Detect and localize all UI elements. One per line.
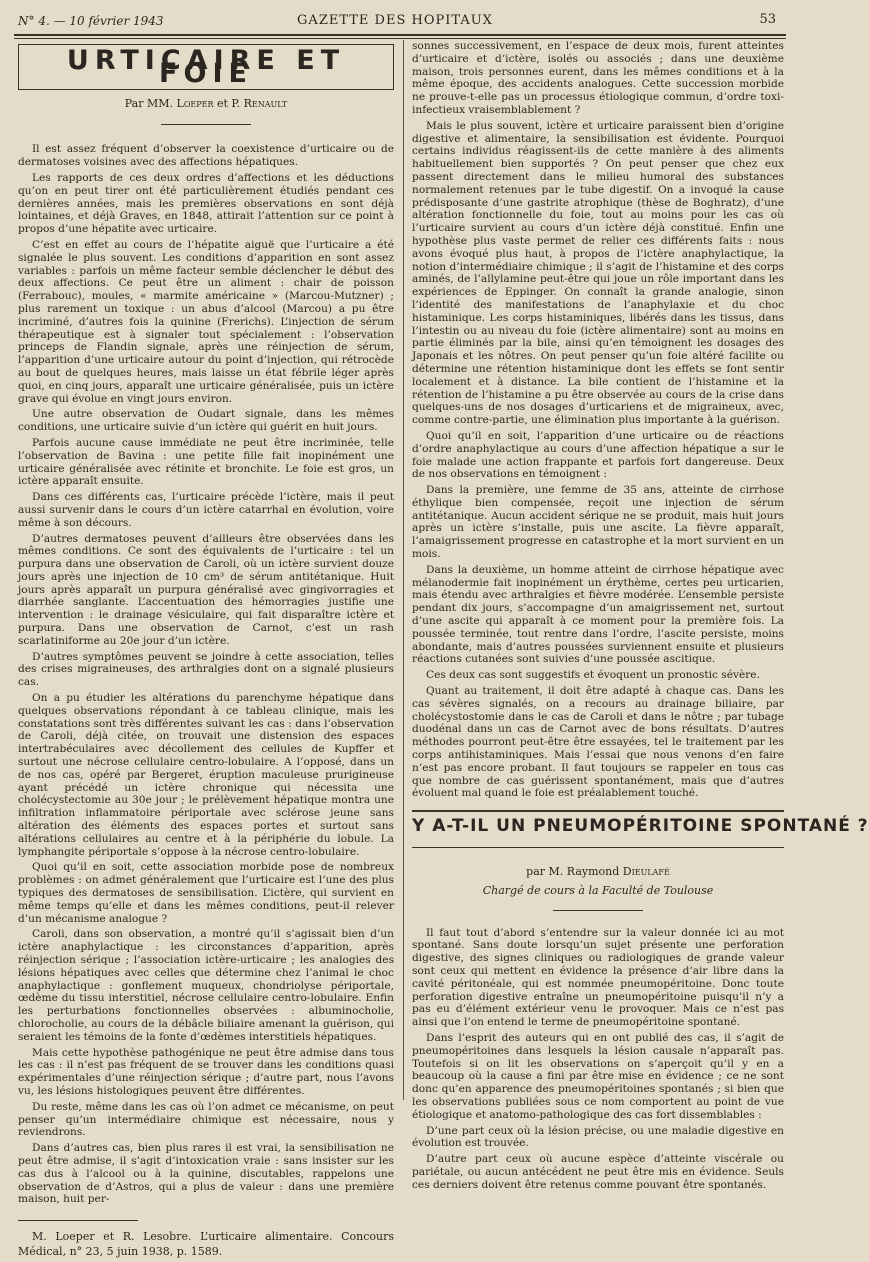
header-rule xyxy=(14,34,786,36)
paragraph: Les rapports de ces deux ordres d’affections et les déductions qu’on en peut tirer ont été particulièrement étudiés pendant ces dernières années, mais les premières observations en sont déjà lointaines, et déjà Graves, en 1848, attirait l’attention sur ce point à propos d’une hépatite avec urticaire. xyxy=(18,171,394,236)
author-affiliation: Chargé de cours à la Faculté de Toulouse xyxy=(482,883,714,897)
byline-rule xyxy=(553,910,643,911)
byline-and: et P. xyxy=(216,96,241,110)
author-name: Loeper xyxy=(176,96,214,110)
column-divider xyxy=(403,40,404,1100)
paragraph: Mais cette hypothèse pathogénique ne peut être admise dans tous les cas : il n’est pas fréquent de se trouver dans les conditions quasi expérimentales d’une réinjection sérique ; d’autre part, nous l’avons vu, les lésions histologiques peuvent être différentes. xyxy=(18,1046,394,1097)
article-body xyxy=(18,143,394,1206)
paragraph: sonnes successivement, en l’espace de deux mois, furent atteintes d’urticaire et d’ictère, isolés ou associés ; dans une deuxième maison, trois personnes eurent, dans les mêmes conditions et à la même époque, des accidents analogues. Cette succession morbide ne prouve-t-elle pas un processus étiologique commun, d’ordre toxi-infectieux vraisemblablement ? xyxy=(412,40,784,116)
paragraph: Dans la deuxième, un homme atteint de cirrhose hépatique avec mélanodermie fait inopinément un érythème, certes peu urticarien, mais étendu avec arthralgies et fièvre modérée. L’ensemble persiste pendant dix jours, s’accompagne d’un amaigrissement net, surtout d’une ascite qui apparaît à ce moment pour la première fois. La poussée terminée, tout rentre dans l’ordre, l’ascite persiste, moins abondante, mais d’autres poussées surviennent ensuite et plusieurs réactions cutanées sont suivies d’une poussée ascitique. xyxy=(412,563,784,666)
author-name: Renault xyxy=(243,96,288,110)
paragraph: Dans ces différents cas, l’urticaire précède l’ictère, mais il peut aussi survenir dans le cours d’un ictère catarrhal en évolution, voire même à son décours. xyxy=(18,491,394,529)
paragraph: C’est en effet au cours de l’hépatite aiguë que l’urticaire a été signalée le plus souvent. Les conditions d’apparition en sont assez variables : parfois un même facteur semble déclencher le début des deux affections. Ce peut être un aliment : chair de poisson (Ferrabouc), moules, « marmite américaine » (Marcou-Mutzner) ; plus rarement un toxique : un abus d’alcool (Marcou) a pu être incriminé, d’autres fois la quinine (Frerichs). L’injection de sérum thérapeutique est à signaler tout spécialement : l’observation princeps de Flandin signale, après une réinjection de sérum, l’apparition d’une urticaire autour du point d’injection, qui rétrocède au bout de quelques heures, mais laisse un état fébrile léger après quoi, en cinq jours, apparaît une urticaire généralisée, puis un ictère grave qui évolue en vingt jours environ. xyxy=(18,238,394,405)
paragraph: Dans l’esprit des auteurs qui en ont publié des cas, il s’agit de pneumopéritoines dans lesquels la lésion causale n’apparaît pas. Toutefois si on lit les observations on s’aperçoit qu’il y en a beaucoup où la cause a fini par être mise en évidence ; ce ne sont donc qu’en apparence des pneumopéritoines spontanés ; si bien que les observations publiées sous ce nom comportent au point de vue étiologique et anatomo-pathologique des cas fort dissemblables : xyxy=(412,1031,784,1121)
article-title: URTICAIRE ET FOIE xyxy=(66,45,346,89)
byline-prefix: par M. Raymond xyxy=(526,865,620,879)
page-header xyxy=(10,10,780,32)
paragraph: Quant au traitement, il doit être adapté à chaque cas. Dans les cas sévères signalés, on a recours au drainage biliaire, par cholécystostomie dans le cas de Caroli et dans le nôtre ; par tubage duodénal dans un cas de Carnot avec de bons résultats. D’autres méthodes pourront peut-être être essayées, tel le traitement par les corps antihistaminiques. Mais l’essai que nous venons d’en faire n’est pas encore probant. Il faut toujours se rappeler en tous cas que nombre de cas guérissent spontanément, mais que d’autres évoluent mal quand le foie est préalablement touché. xyxy=(412,685,784,800)
paragraph: Mais le plus souvent, ictère et urticaire paraissent bien d’origine digestive et alimentaire, la sensibilisation est évidente. Pourquoi certains individus réagissent-ils de cette manière à des aliments habituellement bien supportés ? On peut penser que chez eux passent directement dans le milieu humoral des substances normalement retenues par le tube digestif. On a invoqué la cause prédisposante d’une gastrite atrophique (thèse de Boghratz), d’une altération fonctionnelle du foie, tout au moins pour les cas où l’urticaire survient au cours d’un ictère déjà constitué. Enfin une hypothèse plus vaste permet de relier ces différents faits : nous avons évoqué plus haut, à propos de l’ictère anaphylactique, la notion d’intermédiaire chimique ; il s’agit de l’histamine et des corps aminés, de l’allylamine peut-être qui joue un rôle important dans les expériences de Eppinger. On connaît la grande analogie, sinon l’identité des manifestations de l’anaphylaxie et du choc histaminique. Les corps histaminiques, libérés dans les tissus, dans l’intestin ou au niveau du foie (ictère alimentaire) sont au moins en partie éliminés par la bile, ainsi qu’en témoignent les dosages des Japonais et les nôtres. On peut penser qu’un foie altéré facilite ou détermine une rétention histaminique dont les effets se font sentir localement et à distance. La bile contient de l’histamine et la rétention de l’histamine a pu être observée au cours de la crise dans quelques-uns de nos dosages d’urticariens et de migraineux, avec, comme contre-partie, une élimination plus importante à la guérison. xyxy=(412,119,784,427)
paragraph: Ces deux cas sont suggestifs et évoquent un pronostic sévère. xyxy=(426,669,760,682)
right-column xyxy=(412,40,869,1195)
article-body xyxy=(412,927,784,1192)
paragraph: Parfois aucune cause immédiate ne peut être incriminée, telle l’observation de Bavina : une petite fille fait inopinément une urticaire généralisée avec rétinite et bronchite. Le foie est gros, un ictère apparaît ensuite. xyxy=(18,436,394,488)
paragraph: D’autres symptômes peuvent se joindre à cette association, telles des crises migraineuses, des arthralgies dont on a signalé plusieurs cas. xyxy=(18,650,394,689)
paragraph: D’autre part ceux où aucune espèce d’atteinte viscérale ou pariétale, ou aucun antécédent ne peut être mis en évidence. Seuls ces derniers doivent être retenus comme pouvant être spontanés. xyxy=(412,1153,784,1191)
paragraph: Dans d’autres cas, bien plus rares il est vrai, la sensibilisation ne peut être admise, il s’agit d’intoxication vraie : sans insister sur les cas dus à l’alcool ou à la quinine, discutables, rappelons une observation de d’Astros, qui a plus de valeur : dans une première maison, huit per- xyxy=(18,1142,394,1206)
paragraph: Il faut tout d’abord s’entendre sur la valeur donnée ici au mot spontané. Sans doute lorsqu’un sujet présente une perforation digestive, des signes cliniques ou radiologiques de grande valeur sont ceux qui mettent en évidence la présence d’air libre dans la cavité péritonéale, qui est nommée pneumopéritoine. Donc toute perforation digestive entraîne un pneumopéritoine puisqu’il n’y a pas eu d’élément extérieur venu le provoquer. Mais ce n’est pas ainsi que l’on entend le terme de pneumopéritoine spontané. xyxy=(412,926,784,1029)
left-column xyxy=(18,44,394,1262)
article-separator xyxy=(412,810,784,812)
issue-date: N° 4. — 10 février 1943 xyxy=(18,14,164,28)
footnote-rule xyxy=(18,1220,138,1221)
paragraph: Il est assez fréquent d’observer la coexistence d’urticaire ou de dermatoses voisines avec des affections hépatiques. xyxy=(18,143,394,169)
author-name: Dieulafé xyxy=(622,865,670,879)
paragraph: D’autres dermatoses peuvent d’ailleurs être observées dans les mêmes conditions. Ce sont des équivalents de l’urticaire : tel un purpura dans une observation de Caroli, où un ictère survient douze jours après une injection de 10 cm³ de sérum antitétanique. Huit jours après apparaît un purpura généralisé avec gingivorragies et diarrhée sanglante. L’accentuation des hémorragies justifie une intervention : le drainage vésiculaire, qui fait disparaître ictère et purpura. Dans une observation de Carnot, c’est un rash scarlatiniforme au 20e jour d’un ictère. xyxy=(18,532,394,647)
paragraph: Une autre observation de Oudart signale, dans les mêmes conditions, une urticaire suivie d’un ictère qui guérit en huit jours. xyxy=(18,408,394,434)
header-rule-thin xyxy=(14,38,786,39)
byline-prefix: Par MM. xyxy=(124,96,174,110)
page-number: 53 xyxy=(759,12,776,27)
journal-name: GAZETTE DES HOPITAUX xyxy=(297,13,493,28)
title-rule xyxy=(412,847,784,848)
footnote: M. Loeper et R. Lesobre. L’urticaire alimentaire. Concours Médical, n° 23, 5 juin 1938, p. 1589. xyxy=(18,1230,394,1259)
paragraph: Caroli, dans son observation, a montré qu’il s’agissait bien d’un ictère anaphylactique : les circonstances d’apparition, après réinjection sérique ; l’association ictère-urticaire ; les analogies des lésions hépatiques avec celles que détermine chez l’animal le choc anaphylactique : gonflement muqueux, chondriolyse périportale, œdème du tissu interstitiel, nécrose cellulaire centro-lobulaire. Enfin les perturbations fonctionnelles observées : albuminocholie, chlorocholie, au cours de la débâcle biliaire amenant la guérison, qui seraient les témoins de la fonte d’œdèmes interstitiels hépatiques. xyxy=(18,928,394,1043)
paragraph: Quoi qu’il en soit, l’apparition d’une urticaire ou de réactions d’ordre anaphylactique au cours d’une affection hépatique a sur le foie malade une action frappante et parfois fort dangereuse. Deux de nos observations en témoignent : xyxy=(412,429,784,481)
paragraph: On a pu étudier les altérations du parenchyme hépatique dans quelques observations répondant à ce tableau clinique, mais les constatations sont très différentes suivant les cas : dans l’observation de Caroli, déjà citée, on trouvait une distension des espaces intertrabéculaires avec décollement des cellules de Kupffer et surtout une nécrose cellulaire centro-lobulaire. A l’opposé, dans un de nos cas, opéré par Bergeret, éruption maculeuse prurigineuse ayant précédé un ictère chronique qui nécessita une cholécystectomie au 30e jour ; le prélèvement hépatique montra une infiltration inflammatoire périportale avec sclérose jeune sans altération des éléments des espaces portes et surtout sans altérations cellulaires au centre et à la périphérie du lobule. La lymphangite périportale s’oppose à la nécrose centro-lobulaire. xyxy=(18,692,394,858)
article-title-box xyxy=(18,44,394,90)
paragraph: Du reste, même dans les cas où l’on admet ce mécanisme, on peut penser qu’un intermédiaire chimique est nécessaire, nous y reviendrons. xyxy=(18,1100,394,1139)
paragraph: Quoi qu’il en soit, cette association morbide pose de nombreux problèmes : on admet généralement que l’urticaire est l’une des plus typiques des dermatoses de sensibilisation. L’ictère, qui survient en même temps qu’elle et dans les mêmes conditions, peut-il relever d’un mécanisme analogue ? xyxy=(18,861,394,925)
article-byline xyxy=(18,98,394,111)
paragraph: D’une part ceux où la lésion précise, ou une maladie digestive en évolution est trouvée. xyxy=(412,1124,784,1150)
paragraph: Dans la première, une femme de 35 ans, atteinte de cirrhose éthylique bien compensée, reçoit une injection de sérum antitétanique. Aucun accident sérique ne se produit, mais huit jours après un ictère s’installe, puis une ascite. La fièvre apparaît, l’amaigrissement progresse en catastrophe et la mort survient en un mois. xyxy=(412,484,784,561)
byline-rule xyxy=(161,124,251,125)
article-title: Y A-T-IL UN PNEUMOPÉRITOINE SPONTANÉ ? xyxy=(412,816,869,837)
article-byline xyxy=(412,866,784,879)
article-body-continued xyxy=(412,40,784,800)
